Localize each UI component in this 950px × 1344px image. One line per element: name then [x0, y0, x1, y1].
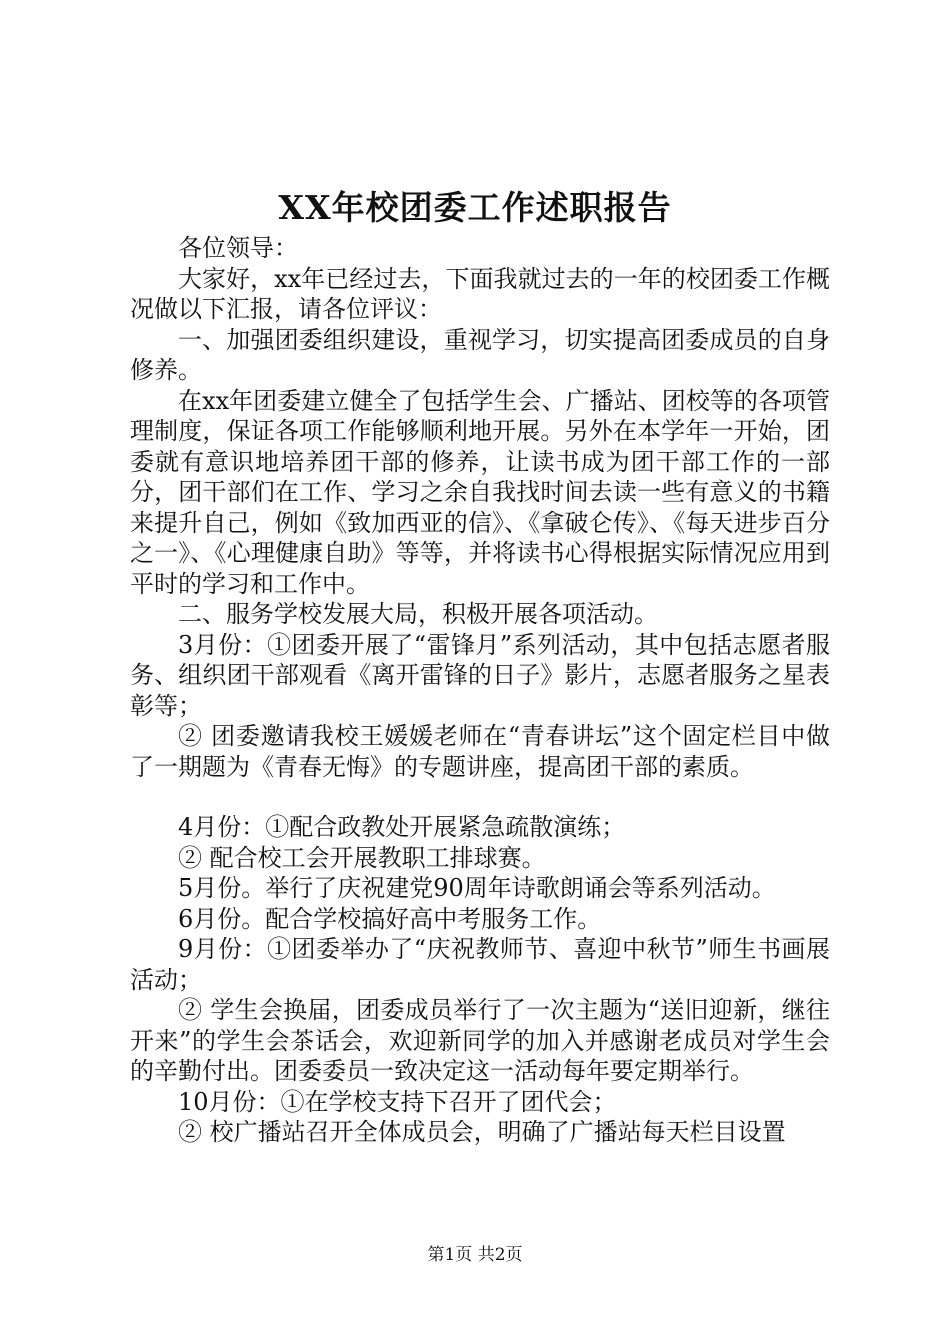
paragraph-april-1: 4月份：①配合政教处开展紧急疏散演练； — [178, 813, 626, 841]
paragraph-march-1: 3月份：①团委开展了“雷锋月”系列活动，其中包括志愿者服务、组织团干部观看《离开雷锋的日子》影片，志愿者服务之星表彰等； — [130, 630, 830, 720]
paragraph-greeting: 大家好，xx年已经过去，下面我就过去的一年的校团委工作概况做以下汇报，请各位评议： — [130, 264, 830, 323]
paragraph-october-2: ② 校广播站召开全体成员会，明确了广播站每天栏目设置 — [178, 1118, 786, 1146]
paragraph-october-1: 10月份：①在学校支持下召开了团代会； — [178, 1087, 617, 1116]
document-title: XX年校团委工作述职报告 — [278, 188, 672, 227]
paragraph-section-1-heading: 一、加强团委组织建设，重视学习，切实提高团委成员的自身修养。 — [130, 325, 830, 384]
paragraph-may: 5月份。举行了庆祝建党90周年诗歌朗诵会等系列活动。 — [178, 874, 776, 902]
paragraph-september-2: ② 学生会换届，团委成员举行了一次主题为“送旧迎新，继往开来”的学生会茶话会，欢迎新同学的加入并感谢老成员对学生会的辛勤付出。团委委员一致决定这一活动每年要定期举行。 — [130, 996, 830, 1085]
paragraph-section-1-body: 在xx年团委建立健全了包括学生会、广播站、团校等的各项管理制度，保证各项工作能够顺利地开展。另外在本学年一开始，团委就有意识地培养团干部的修养，让读书成为团干部工作的一部分，团干部们在工作、学习之余自我找时间去读一些有意义的书籍来提升自己，例如《致加西亚的信》、《拿破仑传》、《每天进步百分之一》、《心理健康自助》等等，并将读书心得根据实际情况应用到平时的学习和工作中。 — [130, 386, 830, 598]
page-number-footer: 第1页 共2页 — [427, 1245, 523, 1265]
paragraph-april-2: ② 配合校工会开展教职工排球赛。 — [178, 843, 546, 872]
paragraph-march-2: ② 团委邀请我校王媛媛老师在“青春讲坛”这个固定栏目中做了一期题为《青春无悔》的专题讲座，提高团干部的素质。 — [130, 722, 830, 781]
paragraph-section-2-heading: 二、服务学校发展大局，积极开展各项活动。 — [178, 600, 658, 628]
paragraph-june: 6月份。配合学校搞好高中考服务工作。 — [178, 904, 602, 933]
paragraph-salutation: 各位领导： — [178, 234, 298, 262]
document-body — [130, 233, 830, 1148]
paragraph-september-1: 9月份：①团委举办了“庆祝教师节、喜迎中秋节”师生书画展活动； — [130, 935, 830, 994]
